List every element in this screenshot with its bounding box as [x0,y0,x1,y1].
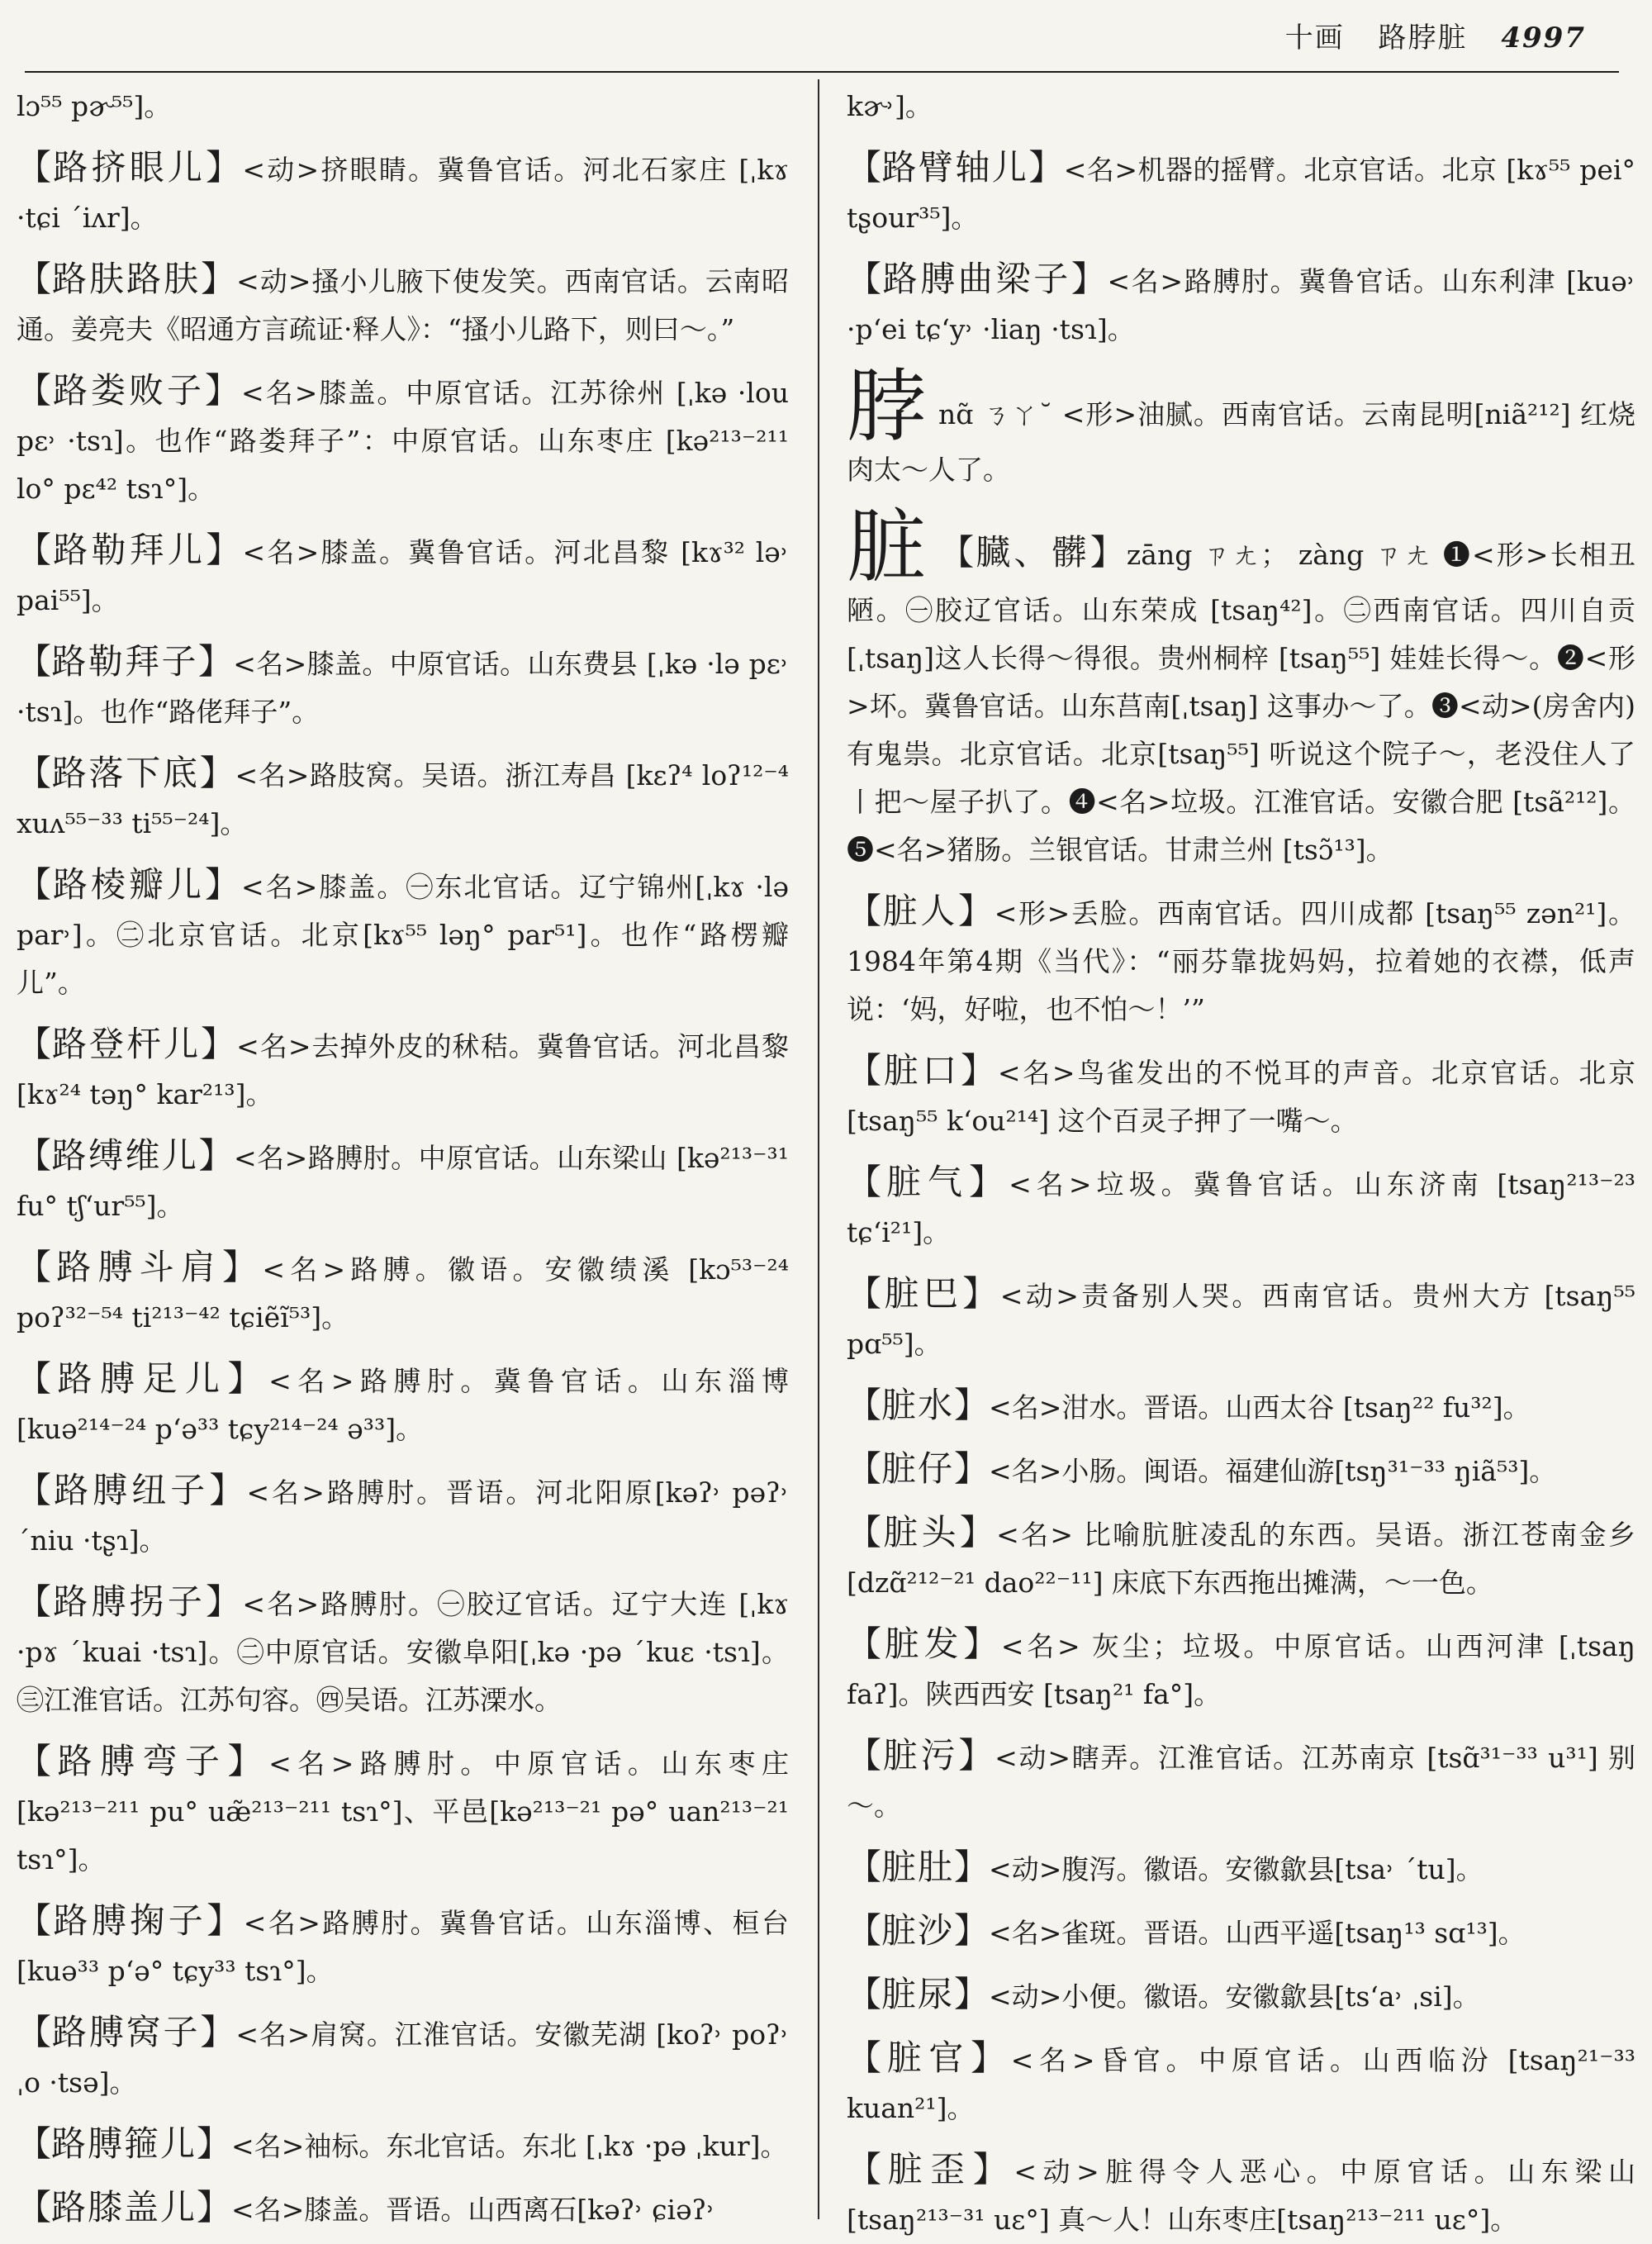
definition: <名>路膊肘。㊀胶辽官话。辽宁大连 [ˌkɤ ·pɤ ˊkuai ·tsɿ]。㊁中原官话。安徽阜阳[ˌkə ·pə ˊkuɛ ·tsɿ]。㊂江淮官话。江苏句容。㊃吴语。江苏溧水。 [17,1588,789,1716]
entry-lu-bi-zhou-er: 【路臂轴儿】<名>机器的摇臂。北京官话。北京 [kɤ⁵⁵ pei° tʂour³⁵]。 [847,147,1635,234]
definition: <名>路膊肘。中原官话。山东枣庄 [kə²¹³⁻²¹¹ pu° uæ̃²¹³⁻²¹¹ tsɿ°]、平邑[kə²¹³⁻²¹ pə° uan²¹³⁻²¹ tsɿ°]。 [17,1747,789,1876]
entry-zang-shui: 【脏水】<名>泔水。晋语。山西太谷 [tsaŋ²² fu³²]。 [847,1385,1531,1425]
char-entry-zang: 脏 【臓、髒】zāng ㄗㄤ； zàng ㄗㄤ ❶<形>长相丑陋。㊀胶辽官话。山东荣成 [tsaŋ⁴²]。㊁西南官话。四川自贡[ˌtsaŋ]这人长得～得很。贵州桐梓 [tsaŋ⁵⁵] 娃娃长得～。❷<形>坏。冀鲁官话。山东莒南[ˌtsaŋ] 这事办～了。❸<动>(房舍内)有鬼祟。北京官话。北京[tsaŋ⁵⁵] 听说这个院子～，老没住人了丨把～屋子扒了。❹<名>垃圾。江淮官话。安徽合肥 [tsã²¹²]。❺<名>猪肠。兰银官话。甘肃兰州 [tsɔ̃¹³]。 [847,501,1635,866]
definition: <名> 灰尘；垃圾。中原官话。山西河津 [ˌtsaŋ faʔ]。陕西西安 [tsaŋ²¹ fa°]。 [847,1630,1635,1710]
headword: 路膊拐子 [53,1581,206,1622]
definition: <名>雀斑。晋语。山西平遥[tsaŋ¹³ sɑ¹³]。 [989,1917,1526,1949]
running-head [1262,15,1586,55]
headword: 路膝盖儿 [51,2187,197,2227]
headword: 脏头 [883,1512,960,1552]
definition: <动>瞎弄。江淮官话。江苏南京 [tsɑ̃³¹⁻³³ u³¹] 别～。 [847,1742,1635,1822]
headword: 路膊足儿 [57,1358,228,1399]
headword: 路臂轴儿 [881,147,1029,188]
definition: <名>袖标。东北官话。东北 [ˌkɤ ·pə ˌkur]。 [231,2130,788,2162]
headword: 路肤路肤 [52,259,202,299]
entry-zang-niao: 【脏尿】<动>小便。徽语。安徽歙县[tsʻa˒ ˌsi]。 [847,1974,1480,2014]
head-character: 脖 [847,360,927,453]
entry-lu-lou-bai-zi: 【路娄败子】<名>膝盖。中原官话。江苏徐州 [ˌkə ·lou pɛ˒ ·tsɿ]。也作“路娄拜子”：中原官话。山东枣庄 [kə²¹³⁻²¹¹ lo° pɛ⁴² tsɿ°]。 [17,370,789,505]
entry-lu-deng-gan-er: 【路登杆儿】<名>去掉外皮的秫秸。冀鲁官话。河北昌黎[kɤ²⁴ təŋ° kar²¹³]。 [17,1024,789,1110]
entry-zang-qi: 【脏气】<名>垃圾。冀鲁官话。山东济南 [tsaŋ²¹³⁻²³ tɕʻi²¹]。 [847,1162,1635,1248]
definition: <名>小肠。闽语。福建仙游[tsŋ³¹⁻³³ ŋiã⁵³]。 [989,1455,1557,1487]
definition: <名>膝盖。晋语。山西离石[kəʔ˒ ɕiəʔ˒ [231,2194,715,2226]
left-column [17,83,789,2227]
headword: 脏口 [883,1050,961,1091]
entry-lu-luo-xia-di: 【路落下底】<名>路肢窝。吴语。浙江寿昌 [kɛʔ⁴ loʔ¹²⁻⁴ xuʌ⁵⁵⁻³³ ti⁵⁵⁻²⁴]。 [17,753,789,839]
definition: <名>路膊肘。冀鲁官话。山东利津 [kuə˒ ·pʻei tɕʻy˒ ·liaŋ ·tsɿ]。 [847,265,1635,345]
entry-lu-bo-zu-er: 【路膊足儿】<名>路膊肘。冀鲁官话。山东淄博 [kuə²¹⁴⁻²⁴ pʻə³³ tɕy²¹⁴⁻²⁴ ə³³]。 [17,1358,789,1445]
entry-lu-leng-ban-er: 【路棱瓣儿】<名>膝盖。㊀东北官话。辽宁锦州[ˌkɤ ·lə par˒]。㊁北京官话。北京[kɤ⁵⁵ ləŋ° par⁵¹]。也作“路楞瓣儿”。 [17,864,789,999]
definition: <名>膝盖。㊀东北官话。辽宁锦州[ˌkɤ ·lə par˒]。㊁北京官话。北京[kɤ⁵⁵ ləŋ° par⁵¹]。也作“路楞瓣儿”。 [17,871,789,999]
definition: <动>挤眼睛。冀鲁官话。河北石家庄 [ˌkɤ ·tɕi ˊiʌr]。 [17,154,789,234]
entry-zang-wu: 【脏污】<动>瞎弄。江淮官话。江苏南京 [tsɑ̃³¹⁻³³ u³¹] 别～。 [847,1735,1635,1822]
definition: <名>路肢窝。吴语。浙江寿昌 [kɛʔ⁴ loʔ¹²⁻⁴ xuʌ⁵⁵⁻³³ ti⁵⁵⁻²⁴]。 [17,759,789,839]
entry-lu-bo-wan-zi: 【路膊弯子】<名>路膊肘。中原官话。山东枣庄 [kə²¹³⁻²¹¹ pu° uæ̃²¹³⁻²¹¹ tsɿ°]、平邑[kə²¹³⁻²¹ pə° uan²¹³⁻²¹ tsɿ°]。 [17,1741,789,1876]
headword: 路勒拜子 [51,641,198,682]
definition: <名>泔水。晋语。山西太谷 [tsaŋ²² fu³²]。 [989,1391,1531,1424]
definition: <名>路膊肘。晋语。河北阳原[kəʔ˒ pəʔ˒ ˊniu ·tʂɿ]。 [17,1476,789,1557]
headword: 路娄败子 [53,370,206,411]
entry-zang-wai: 【脏歪】<动>脏得令人恶心。中原官话。山东梁山 [tsaŋ²¹³⁻³¹ uɛ°] 真～人！山东枣庄[tsaŋ²¹³⁻²¹¹ uɛ°]。 [847,2149,1635,2236]
char-entry-na [847,360,1635,494]
definition: <名>路膊。徽语。安徽绩溪 [kɔ⁵³⁻²⁴ poʔ³²⁻⁵⁴ ti²¹³⁻⁴² tɕiẽĩ⁵³]。 [17,1253,789,1334]
headword: 脏人 [882,891,959,931]
headword: 路膊斗肩 [56,1247,223,1287]
entry-lu-bo-gu-er: 【路膊箍儿】<名>袖标。东北官话。东北 [ˌkɤ ·pə ˌkur]。 [17,2123,788,2164]
definition: <形>丢脸。西南官话。四川成都 [tsaŋ⁵⁵ zən²¹]。1984年第4期《当代》：“丽芬靠拢妈妈，拉着她的衣襟，低声说：‘妈，好啦，也不怕～！’” [847,897,1635,1025]
definition: <动>小便。徽语。安徽歙县[tsʻa˒ ˌsi]。 [989,1980,1480,2013]
definition: <名>去掉外皮的秫秸。冀鲁官话。河北昌黎[kɤ²⁴ təŋ° kar²¹³]。 [17,1030,789,1110]
headword: 路挤眼儿 [53,147,206,188]
entry-zang-kou: 【脏口】<名>鸟雀发出的不悦耳的声音。北京官话。北京[tsaŋ⁵⁵ kʻou²¹⁴] 这个百灵子押了一嘴～。 [847,1050,1635,1137]
entry-zang-ren: 【脏人】<形>丢脸。西南官话。四川成都 [tsaŋ⁵⁵ zən²¹]。1984年第4期《当代》：“丽芬靠拢妈妈，拉着她的衣襟，低声说：‘妈，好啦，也不怕～！’” [847,891,1635,1025]
headword: 路膊箍儿 [51,2123,197,2164]
definition: <名>路膊肘。中原官话。山东梁山 [kə²¹³⁻³¹ fu° tʃʻur⁵⁵]。 [17,1142,789,1222]
headword: 脏巴 [884,1273,963,1314]
headword: 脏官 [886,2037,971,2078]
entry-lu-le-bai-zi: 【路勒拜子】<名>膝盖。中原官话。山东费县 [ˌkə ·lə pɛ˒ ·tsɿ]。也作“路佬拜子”。 [17,641,789,728]
definition: zāng ㄗㄤ； zàng ㄗㄤ ❶<形>长相丑陋。㊀胶辽官话。山东荣成 [tsaŋ⁴²]。㊁西南官话。四川自贡[ˌtsaŋ]这人长得～得很。贵州桐梓 [tsaŋ⁵⁵] 娃娃长得～。❷<形>坏。冀鲁官话。山东莒南[ˌtsaŋ] 这事办～了。❸<动>(房舍内)有鬼祟。北京官话。北京[tsaŋ⁵⁵] 听说这个院子～，老没住人了丨把～屋子扒了。❹<名>垃圾。江淮官话。安徽合肥 [tsã²¹²]。❺<名>猪肠。兰银官话。甘肃兰州 [tsɔ̃¹³]。 [847,539,1635,866]
entry-zang-sha: 【脏沙】<名>雀斑。晋语。山西平遥[tsaŋ¹³ sɑ¹³]。 [847,1910,1526,1951]
headword: 路勒拜儿 [53,530,206,570]
headword: 脏肚 [881,1847,955,1887]
headword: 脏污 [882,1735,959,1776]
definition: <名>鸟雀发出的不悦耳的声音。北京官话。北京[tsaŋ⁵⁵ kʻou²¹⁴] 这个百灵子押了一嘴～。 [847,1057,1635,1137]
headword: 脏发 [884,1624,964,1664]
entry-zang-du: 【脏肚】<动>腹泻。徽语。安徽歙县[tsa˒ ˊtu]。 [847,1847,1483,1887]
entry-continuation: lɔ⁵⁵ pɚ⁵⁵]。 [17,90,172,122]
headword: 路落下底 [51,753,200,793]
entry-lu-bo-ju-zi: 【路膊掬子】<名>路膊肘。冀鲁官话。山东淄博、桓台 [kuə³³ pʻə° tɕy³³ tsɿ°]。 [17,1900,789,1987]
headword: 脏尿 [881,1974,955,2014]
page-header [0,0,1652,59]
entry-lu-xi-gai-er: 【路膝盖儿】<名>膝盖。晋语。山西离石[kəʔ˒ ɕiəʔ˒ [17,2187,715,2227]
definition: <名>路膊肘。冀鲁官话。山东淄博、桓台 [kuə³³ pʻə° tɕy³³ tsɿ°]。 [17,1907,789,1987]
definition: <名>路膊肘。冀鲁官话。山东淄博 [kuə²¹⁴⁻²⁴ pʻə³³ tɕy²¹⁴⁻²⁴ ə³³]。 [17,1365,789,1445]
entry-zang-guan: 【脏官】<名>昏官。中原官话。山西临汾 [tsaŋ²¹⁻³³ kuan²¹]。 [847,2037,1635,2124]
entry-continuation: kɚ˒]。 [847,90,933,122]
headword: 脏气 [886,1162,970,1202]
entry-zang-fa: 【脏发】<名> 灰尘；垃圾。中原官话。山西河津 [ˌtsaŋ faʔ]。陕西西安 [tsaŋ²¹ fa°]。 [847,1624,1635,1710]
definition: <名>肩窝。江淮官话。安徽芜湖 [koʔ˒ poʔ˒ ˌo ·tsə]。 [17,2018,789,2099]
headword: 脏仔 [881,1448,955,1489]
headword: 脏水 [881,1385,955,1425]
definition: <动>搔小儿腋下使发笑。西南官话。云南昭通。姜亮夫《昭通方言疏证·释人》：“搔小儿路下，则曰～。” [17,265,789,345]
page-number: 4997 [1501,21,1586,55]
definition: <名>垃圾。冀鲁官话。山东济南 [tsaŋ²¹³⁻²³ tɕʻi²¹]。 [847,1168,1635,1248]
section-label: 十画 [1284,21,1345,55]
entry-lu-bo-dou-jian: 【路膊斗肩】<名>路膊。徽语。安徽绩溪 [kɔ⁵³⁻²⁴ poʔ³²⁻⁵⁴ ti²¹³⁻⁴² tɕiẽĩ⁵³]。 [17,1247,789,1334]
headword: 路登杆儿 [52,1024,202,1064]
entry-lu-le-bai-er: 【路勒拜儿】<名>膝盖。冀鲁官话。河北昌黎 [kɤ³² lə˒ pai⁵⁵]。 [17,530,789,616]
head-character: 脏 [847,501,928,593]
entry-zang-ba: 【脏巴】<动>责备别人哭。西南官话。贵州大方 [tsaŋ⁵⁵ pɑ⁵⁵]。 [847,1273,1635,1360]
headword: 路膊窝子 [51,2012,201,2052]
entry-lu-bo-niu-zi: 【路膊纽子】<名>路膊肘。晋语。河北阳原[kəʔ˒ pəʔ˒ ˊniu ·tʂɿ]。 [17,1470,789,1557]
entry-lu-fu-wei-er: 【路缚维儿】<名>路膊肘。中原官话。山东梁山 [kə²¹³⁻³¹ fu° tʃʻur⁵⁵]。 [17,1135,789,1222]
entry-lu-ji-yan-er: 【路挤眼儿】<动>挤眼睛。冀鲁官话。河北石家庄 [ˌkɤ ·tɕi ˊiʌr]。 [17,147,789,234]
definition: <名>膝盖。冀鲁官话。河北昌黎 [kɤ³² lə˒ pai⁵⁵]。 [17,536,789,616]
header-rule [25,71,1619,73]
definition: <动>脏得令人恶心。中原官话。山东梁山 [tsaŋ²¹³⁻³¹ uɛ°] 真～人！山东枣庄[tsaŋ²¹³⁻²¹¹ uɛ°]。 [847,2156,1635,2236]
entry-lu-bo-guai-zi: 【路膊拐子】<名>路膊肘。㊀胶辽官话。辽宁大连 [ˌkɤ ·pɤ ˊkuai ·tsɿ]。㊁中原官话。安徽阜阳[ˌkə ·pə ˊkuɛ ·tsɿ]。㊂江淮官话。江苏句容。㊃吴语。江苏溧水。 [17,1581,789,1716]
entry-zang-tou: 【脏头】<名> 比喻肮脏凌乱的东西。吴语。浙江苍南金乡 [dzɑ̃²¹²⁻²¹ dao²²⁻¹¹] 床底下东西拖出摊满，～一色。 [847,1512,1635,1599]
headword: 路膊掬子 [53,1900,207,1941]
headword: 路膊弯子 [57,1741,228,1781]
headword: 路膊纽子 [54,1470,210,1510]
headword-range: 路脖脏 [1378,21,1468,55]
definition: <动>责备别人哭。西南官话。贵州大方 [tsaŋ⁵⁵ pɑ⁵⁵]。 [847,1280,1635,1360]
entry-lu-fu-lu-fu: 【路肤路肤】<动>搔小儿腋下使发笑。西南官话。云南昭通。姜亮夫《昭通方言疏证·释人》：“搔小儿路下，则曰～。” [17,259,789,345]
entry-lu-bo-wo-zi: 【路膊窝子】<名>肩窝。江淮官话。安徽芜湖 [koʔ˒ poʔ˒ ˌo ·tsə]。 [17,2012,789,2099]
headword: 路棱瓣儿 [53,864,206,905]
definition: <名>膝盖。中原官话。山东费县 [ˌkə ·lə pɛ˒ ·tsɿ]。也作“路佬拜子”。 [17,648,789,728]
definition: <动>腹泻。徽语。安徽歙县[tsa˒ ˊtu]。 [989,1853,1483,1885]
headword: 路缚维儿 [51,1135,199,1176]
right-column [847,83,1635,2236]
definition: <名>机器的摇臂。北京官话。北京 [kɤ⁵⁵ pei° tʂour³⁵]。 [847,154,1635,234]
entry-lu-bo-qu-liang-zi: 【路膊曲梁子】<名>路膊肘。冀鲁官话。山东利津 [kuə˒ ·pʻei tɕʻy˒ ·liaŋ ·tsɿ]。 [847,259,1635,345]
column-divider [818,79,819,2219]
definition: <名>昏官。中原官话。山西临汾 [tsaŋ²¹⁻³³ kuan²¹]。 [847,2044,1635,2124]
headword: 脏歪 [887,2149,973,2189]
headword: 脏沙 [881,1910,955,1951]
definition: nɑ̃ ㄋㄚ˘ <形>油腻。西南官话。云南昆明[niã²¹²] 红烧肉太～人了。 [847,398,1635,486]
entry-zang-zai: 【脏仔】<名>小肠。闽语。福建仙游[tsŋ³¹⁻³³ ŋiã⁵³]。 [847,1448,1557,1489]
definition: <名> 比喻肮脏凌乱的东西。吴语。浙江苍南金乡 [dzɑ̃²¹²⁻²¹ dao²²⁻¹¹] 床底下东西拖出摊满，～一色。 [847,1519,1635,1599]
headword: 路膊曲梁子 [882,259,1071,299]
variant-forms: 臓、髒 [976,532,1090,573]
definition: <名>膝盖。中原官话。江苏徐州 [ˌkə ·lou pɛ˒ ·tsɿ]。也作“路娄拜子”：中原官话。山东枣庄 [kə²¹³⁻²¹¹ lo° pɛ⁴² tsɿ°]。 [17,377,789,505]
